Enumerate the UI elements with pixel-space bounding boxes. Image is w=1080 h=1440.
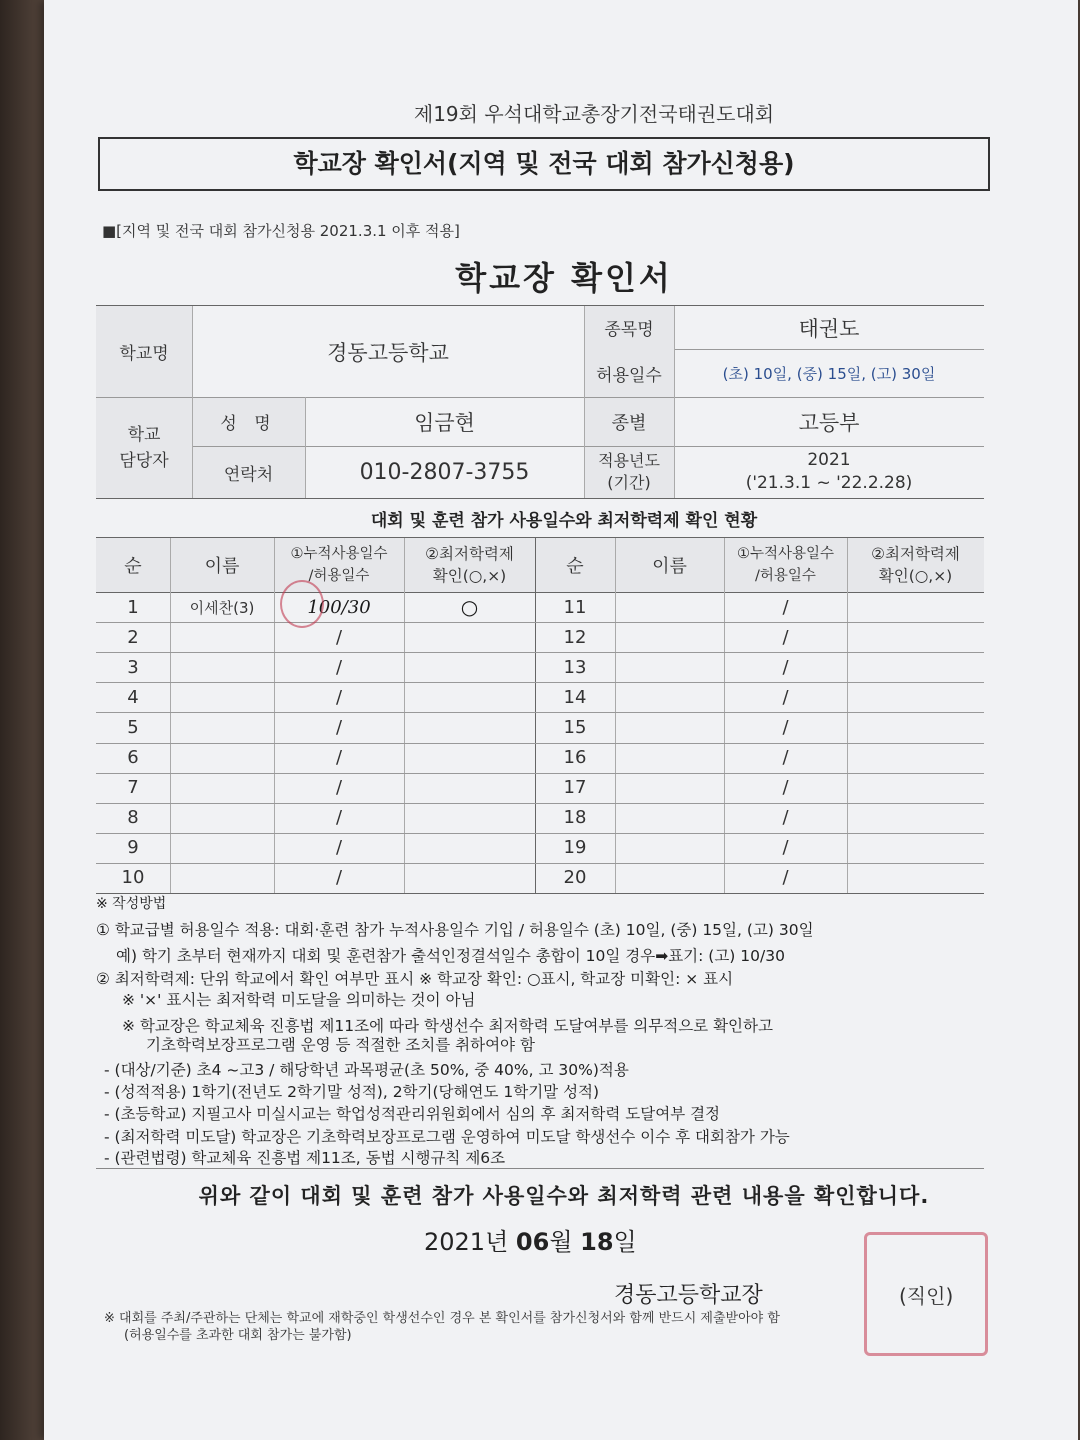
row-days: / xyxy=(782,596,789,618)
row-check xyxy=(847,743,984,773)
row-number: 8 xyxy=(127,807,139,829)
date-day: 18 xyxy=(580,1228,614,1256)
row-days: / xyxy=(335,777,343,799)
instruction-line: - (관련법령) 학교체육 진흥법 제11조, 동법 시행규칙 제6조 xyxy=(104,1149,506,1167)
row-number: 9 xyxy=(127,837,139,859)
row-check xyxy=(847,592,984,622)
instruction-line: - (성적적용) 1학기(전년도 2학기말 성적), 2학기(당해연도 1학기말 성적) xyxy=(104,1083,600,1101)
date-year: 2021 xyxy=(424,1228,486,1256)
row-check xyxy=(404,863,535,893)
row-number: 19 xyxy=(563,837,587,859)
row-check xyxy=(847,833,984,863)
confirmation-statement: 위와 같이 대회 및 훈련 참가 사용일수와 최저학력 관련 내용을 확인합니다. xyxy=(198,1184,930,1208)
row-name xyxy=(170,773,274,803)
row-name xyxy=(170,712,274,742)
instruction-line: - (대상/기준) 초4 ~고3 / 해당학년 과목평균(초 50%, 중 40%, 고 30%)적용 xyxy=(104,1061,629,1079)
row-check xyxy=(404,803,535,833)
row-name xyxy=(170,863,274,893)
row-number: 17 xyxy=(563,777,587,799)
row-number: 6 xyxy=(127,747,139,769)
school-label: 학교명 xyxy=(119,344,169,364)
seal-label: (직인) xyxy=(899,1284,954,1308)
instruction-line: ② 최저학력제: 단위 학교에서 확인 여부만 표시 ※ 학교장 확인: ○표시, 학교장 미확인: × 표시 xyxy=(96,970,734,988)
row-check xyxy=(847,712,984,742)
header-seq-right: 순 xyxy=(566,556,584,577)
year-label-line-2: (기간) xyxy=(607,473,651,492)
row-check: ○ xyxy=(460,595,479,620)
name-value: 임금현 xyxy=(414,410,475,435)
instruction-line: ※ 작성방법 xyxy=(96,896,167,912)
row-number: 4 xyxy=(127,686,139,708)
row-days: / xyxy=(335,626,343,648)
row-number: 1 xyxy=(127,596,139,618)
contact-label-line-2: 담당자 xyxy=(119,450,169,471)
row-check xyxy=(847,803,984,833)
row-check xyxy=(847,773,984,803)
header-days-right-line-1: ①누적사용일수 xyxy=(736,546,835,562)
document-paper xyxy=(44,0,1078,1440)
applicable-note: ■[지역 및 전국 대회 참가신청용 2021.3.1 이후 적용] xyxy=(102,222,460,240)
small-seal-stamp xyxy=(280,580,324,628)
row-check xyxy=(404,652,535,682)
row-days: / xyxy=(335,837,343,859)
footnote-line-1: ※ 대회를 주최/주관하는 단체는 학교에 재학중인 학생선수인 경우 본 확인서를 참가신청서와 함께 반드시 제출받아야 함 xyxy=(104,1311,780,1326)
allowed-days-value: (초) 10일, (중) 15일, (고) 30일 xyxy=(722,364,936,383)
event-title: 제19회 우석대학교총장기전국태권도대회 xyxy=(413,102,775,126)
principal-name: 경동고등학교장 xyxy=(614,1283,763,1308)
header-check-left-line-2: 확인(○,×) xyxy=(432,567,507,585)
contact-label xyxy=(96,397,192,498)
row-name xyxy=(615,652,724,682)
category-value: 고등부 xyxy=(798,410,860,435)
row-check xyxy=(404,712,535,742)
header-days-right xyxy=(724,538,847,592)
year-value-line-2: ('21.3.1 ~ '22.2.28) xyxy=(745,473,913,493)
date-month: 06 xyxy=(515,1228,550,1256)
row-days: / xyxy=(782,777,789,799)
header-days-left-line-1: ①누적사용일수 xyxy=(290,546,388,562)
row-name xyxy=(170,803,274,833)
row-name xyxy=(170,652,274,682)
header-name-left: 이름 xyxy=(204,556,240,577)
row-days: / xyxy=(782,807,789,829)
row-number: 14 xyxy=(563,686,587,708)
row-name xyxy=(615,743,724,773)
row-days: / xyxy=(782,716,789,738)
row-name xyxy=(615,863,724,893)
row-name xyxy=(615,833,724,863)
name-label: 성 명 xyxy=(220,414,277,434)
row-days: / xyxy=(335,807,343,829)
instruction-line: ① 학교급별 허용일수 적용: 대회·훈련 참가 누적사용일수 기입 / 허용일수 (초) 10일, (중) 15일, (고) 30일 xyxy=(96,921,814,939)
category-label: 종별 xyxy=(611,412,647,434)
row-days: / xyxy=(335,867,343,889)
header-title-box: 학교장 확인서(지역 및 전국 대회 참가신청용) xyxy=(98,137,990,191)
row-name xyxy=(615,773,724,803)
header-days-left-line-2: /허용일수 xyxy=(308,568,370,584)
row-check xyxy=(847,652,984,682)
header-check-right xyxy=(847,538,984,592)
row-days: / xyxy=(335,656,343,678)
row-number: 10 xyxy=(121,867,145,889)
row-check xyxy=(404,743,535,773)
row-days: / xyxy=(782,867,789,889)
phone-label: 연락처 xyxy=(223,464,274,485)
row-check xyxy=(404,773,535,803)
row-name: 이세찬(3) xyxy=(189,598,255,617)
row-number: 12 xyxy=(563,626,587,648)
instruction-line: - (초등학교) 지필고사 미실시교는 학업성적관리위원회에서 심의 후 최저학력 도달여부 결정 xyxy=(104,1105,721,1123)
row-check xyxy=(404,833,535,863)
row-days: / xyxy=(335,686,343,708)
table-surface-left xyxy=(0,0,50,1440)
row-number: 3 xyxy=(127,656,139,678)
row-days: / xyxy=(335,716,343,738)
year-label-line-1: 적용년도 xyxy=(598,451,660,470)
footnote xyxy=(104,1310,780,1344)
year-value xyxy=(674,446,984,498)
row-days: / xyxy=(782,656,789,678)
row-days: / xyxy=(782,837,789,859)
table-title: 대회 및 훈련 참가 사용일수와 최저학력제 확인 현황 xyxy=(370,511,758,531)
row-name xyxy=(615,803,724,833)
date-day-unit: 일 xyxy=(613,1228,637,1256)
year-label xyxy=(584,446,674,498)
header-name-right: 이름 xyxy=(652,556,687,577)
allowed-days-label: 허용일수 xyxy=(596,365,662,386)
school-name: 경동고등학교 xyxy=(327,340,449,365)
row-days: / xyxy=(782,747,789,769)
row-name xyxy=(170,622,274,652)
year-value-line-1: 2021 xyxy=(807,450,851,470)
row-days: 100/30 xyxy=(307,596,371,618)
header-seq-left: 순 xyxy=(124,556,142,577)
footnote-line-2: (허용일수를 초과한 대회 참가는 불가함) xyxy=(124,1328,352,1343)
row-name xyxy=(170,682,274,712)
row-check xyxy=(847,863,984,893)
row-number: 18 xyxy=(563,807,587,829)
row-name xyxy=(170,743,274,773)
row-name xyxy=(615,712,724,742)
row-number: 7 xyxy=(127,777,139,799)
row-number: 11 xyxy=(563,596,587,618)
row-check xyxy=(404,682,535,712)
row-number: 15 xyxy=(563,716,587,738)
date-month-unit: 월 xyxy=(549,1228,573,1256)
instruction-line: 예) 학기 초부터 현재까지 대회 및 훈련참가 출석인정결석일수 총합이 10일 경우➡표기: (고) 10/30 xyxy=(116,947,785,965)
signing-date xyxy=(424,1222,724,1257)
instruction-line: 기초학력보장프로그램 운영 등 적절한 조치를 취하여야 함 xyxy=(146,1036,535,1054)
header-check-left xyxy=(404,538,535,592)
row-name xyxy=(615,682,724,712)
header-check-right-line-2: 확인(○,×) xyxy=(878,567,953,585)
header-check-right-line-1: ②최저학력제 xyxy=(871,545,960,563)
main-title: 학교장 확인서 xyxy=(455,259,673,297)
header-check-left-line-1: ②최저학력제 xyxy=(425,545,514,563)
event-value: 태권도 xyxy=(798,316,860,341)
row-days: / xyxy=(782,686,789,708)
instruction-line: ※ '×' 표시는 최저학력 미도달을 의미하는 것이 아님 xyxy=(122,991,476,1009)
row-check xyxy=(847,622,984,652)
row-check xyxy=(404,622,535,652)
official-seal-stamp xyxy=(864,1232,988,1356)
instruction-line: ※ 학교장은 학교체육 진흥법 제11조에 따라 학생선수 최저학력 도달여부를 의무적으로 확인하고 xyxy=(122,1017,773,1035)
phone-value: 010-2807-3755 xyxy=(359,459,530,485)
row-name xyxy=(170,833,274,863)
row-days: / xyxy=(782,626,789,648)
row-number: 13 xyxy=(563,656,587,678)
row-name xyxy=(615,592,724,622)
row-number: 16 xyxy=(563,747,587,769)
event-label: 종목명 xyxy=(604,320,654,340)
row-check xyxy=(847,682,984,712)
date-year-unit: 년 xyxy=(485,1228,509,1256)
contact-label-line-1: 학교 xyxy=(127,424,161,445)
row-name xyxy=(615,622,724,652)
row-number: 20 xyxy=(563,867,587,889)
row-days: / xyxy=(335,747,343,769)
instruction-line: - (최저학력 미도달) 학교장은 기초학력보장프로그램 운영하여 미도달 학생선수 이수 후 대회참가 가능 xyxy=(104,1128,790,1146)
row-number: 2 xyxy=(127,626,139,648)
header-days-right-line-2: /허용일수 xyxy=(755,568,816,584)
row-number: 5 xyxy=(127,716,139,738)
